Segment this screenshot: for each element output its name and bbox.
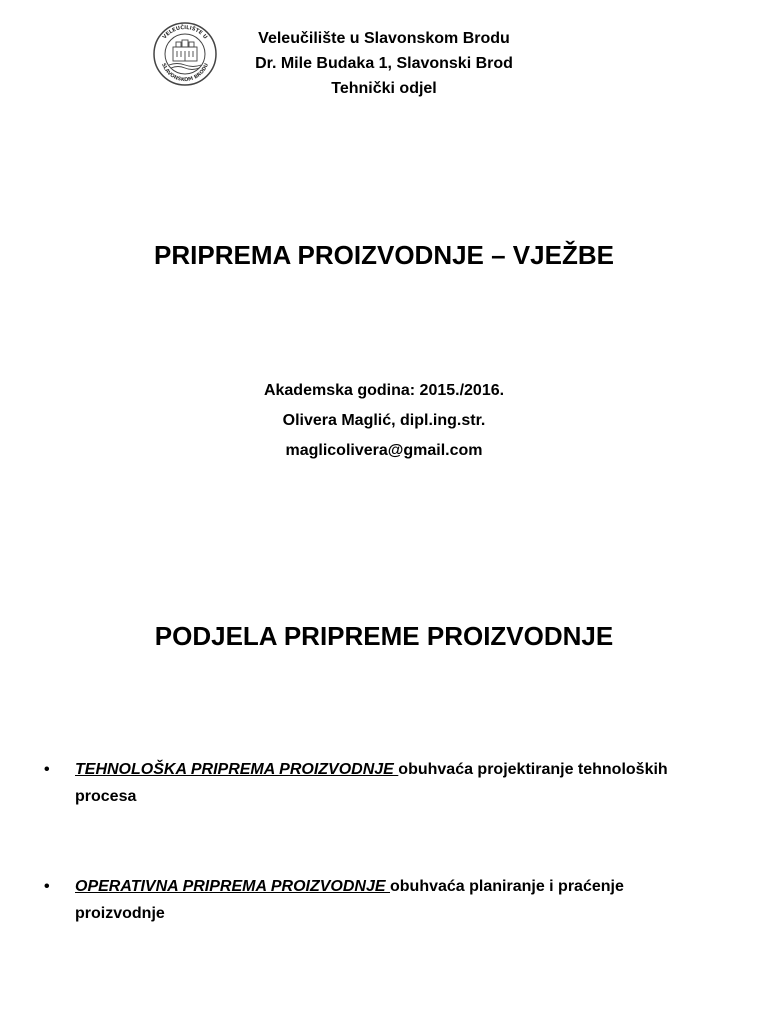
list-item-description: obuhvaća planiranje i praćenje proizvodnje (75, 878, 624, 922)
list-item-term: TEHNOLOŠKA PRIPREMA PROIZVODNJE (75, 761, 399, 778)
department-name: Tehnički odjel (331, 80, 437, 97)
svg-text:SLAVONSKOM BRODU: SLAVONSKOM BRODU (160, 62, 210, 84)
bullet-marker: • (44, 878, 50, 895)
list-item-text (75, 873, 684, 927)
list-item-text (75, 756, 684, 810)
section-title: PODJELA PRIPREME PROIZVODNJE (154, 621, 614, 651)
list-item (44, 756, 684, 810)
institution-name: Veleučilište u Slavonskom Brodu (258, 30, 510, 47)
course-info (0, 376, 768, 466)
list-item-term: OPERATIVNA PRIPREMA PROIZVODNJE (75, 878, 390, 895)
institution-address: Dr. Mile Budaka 1, Slavonski Brod (255, 55, 513, 72)
author-email: maglicolivera@gmail.com (285, 442, 483, 459)
institution-header (200, 26, 568, 101)
list-item-description: obuhvaća projektiranje tehnoloških procesa (75, 761, 668, 805)
main-title: PRIPREMA PROIZVODNJE – VJEŽBE (154, 240, 614, 270)
bullet-marker: • (44, 761, 50, 778)
author-name: Olivera Maglić, dipl.ing.str. (282, 412, 486, 429)
seal-building-emblem (169, 40, 201, 70)
academic-year: Akademska godina: 2015./2016. (263, 382, 505, 399)
svg-text:VELEUČILIŠTE U: VELEUČILIŠTE U (161, 24, 209, 41)
list-item (44, 873, 684, 927)
